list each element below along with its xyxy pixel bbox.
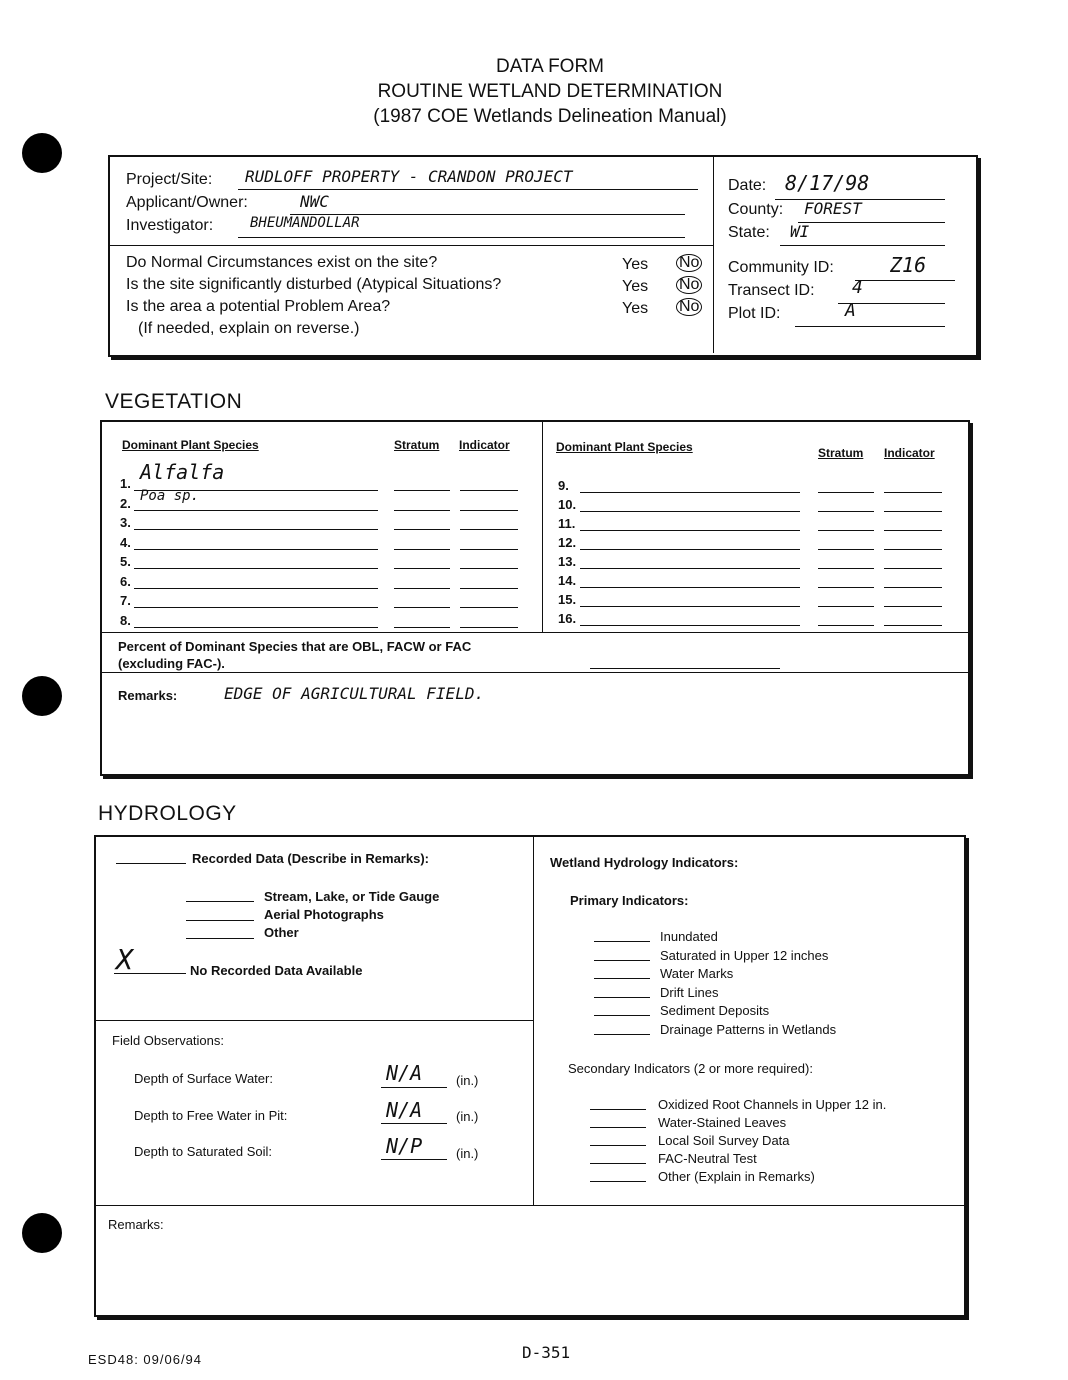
species-row-number: 1. (120, 476, 131, 491)
indicator-field[interactable] (460, 576, 518, 589)
form-title-line3: (1987 COE Wetlands Delineation Manual) (373, 106, 727, 127)
saturated-soil-label: Depth to Saturated Soil: (134, 1144, 273, 1159)
indicator-checkbox-blank[interactable] (590, 1151, 646, 1164)
right-indicator-header: Indicator (884, 446, 935, 460)
free-water-label: Depth to Free Water in Pit: (134, 1108, 288, 1123)
indicator-field[interactable] (884, 594, 942, 607)
indicator-label: Saturated in Upper 12 inches (660, 947, 829, 963)
species-row-number: 7. (120, 593, 131, 608)
plot-value[interactable]: A (845, 300, 856, 321)
species-name-field[interactable] (134, 556, 378, 569)
indicator-checkbox-blank[interactable] (594, 948, 650, 961)
indicator-label: Oxidized Root Channels in Upper 12 in. (658, 1097, 887, 1112)
stratum-field[interactable] (394, 595, 450, 608)
state-label: State: (728, 224, 770, 241)
site-divider-horizontal (110, 245, 713, 246)
species-row-number: 14. (558, 573, 577, 588)
left-indicator-header: Indicator (459, 438, 510, 452)
punch-hole-middle (22, 676, 62, 716)
indicator-checkbox-blank[interactable] (594, 1003, 650, 1016)
page-number: D-351 (522, 1343, 571, 1362)
indicator-label: Inundated (660, 929, 718, 944)
species-name-field[interactable] (580, 613, 800, 626)
plot-label: Plot ID: (728, 305, 781, 322)
stratum-field[interactable] (394, 498, 450, 511)
stratum-field[interactable] (818, 480, 874, 493)
stratum-field[interactable] (818, 575, 874, 588)
transect-value[interactable]: 4 (852, 277, 863, 298)
surface-water-label: Depth of Surface Water: (134, 1071, 273, 1086)
indicator-field[interactable] (460, 556, 518, 569)
species-row-number: 10. (558, 497, 577, 512)
q2-yes-option[interactable]: Yes (622, 278, 649, 295)
stratum-field[interactable] (818, 556, 874, 569)
right-stratum-header: Stratum (818, 446, 864, 460)
left-stratum-header: Stratum (394, 438, 440, 452)
indicator-field[interactable] (884, 518, 942, 531)
hydrology-heading: HYDROLOGY (98, 802, 237, 825)
indicator-field[interactable] (884, 575, 942, 588)
species-name-field[interactable] (134, 595, 378, 608)
q3-no-option-circled[interactable]: No (676, 298, 702, 316)
q3-yes-option[interactable]: Yes (622, 300, 649, 317)
species-name-field[interactable] (134, 615, 378, 628)
wetland-indicators-title: Wetland Hydrology Indicators: (550, 855, 739, 870)
stratum-field[interactable] (818, 537, 874, 550)
hydrology-divider-remarks (96, 1205, 964, 1206)
indicator-checkbox-blank[interactable] (590, 1169, 646, 1182)
state-value[interactable]: WI (790, 222, 810, 241)
q1-no-option-circled[interactable]: No (676, 254, 702, 272)
aerial-photographs-label: Aerial Photographs (264, 907, 384, 922)
indicator-label: FAC-Neutral Test (658, 1151, 757, 1166)
date-value[interactable]: 8/17/98 (785, 171, 870, 195)
indicator-checkbox-blank[interactable] (594, 966, 650, 979)
vegetation-box (100, 420, 970, 776)
vegetation-divider-1 (102, 632, 968, 633)
indicator-label: Sediment Deposits (660, 1003, 770, 1018)
stream-lake-tide-label: Stream, Lake, or Tide Gauge (264, 889, 440, 904)
question-problem-area: Is the area a potential Problem Area? (126, 298, 391, 315)
county-value[interactable]: FOREST (804, 199, 862, 218)
stratum-field[interactable] (818, 613, 874, 626)
indicator-label: Drift Lines (660, 984, 719, 1000)
indicator-field[interactable] (884, 537, 942, 550)
vegetation-heading: VEGETATION (105, 390, 243, 413)
project-value[interactable]: RUDLOFF PROPERTY - CRANDON PROJECT (245, 167, 573, 186)
indicator-label: Water-Stained Leaves (658, 1115, 787, 1130)
stratum-field[interactable] (394, 576, 450, 589)
indicator-label: Drainage Patterns in Wetlands (660, 1021, 837, 1037)
hydrology-box (94, 835, 966, 1317)
indicator-field[interactable] (884, 613, 942, 626)
primary-indicators-title: Primary Indicators: (570, 893, 689, 908)
indicator-checkbox-blank[interactable] (594, 929, 650, 942)
q1-yes-option[interactable]: Yes (622, 256, 649, 273)
stratum-field[interactable] (394, 556, 450, 569)
stratum-field[interactable] (818, 499, 874, 512)
hydrology-divider-left (96, 1020, 533, 1021)
indicator-checkbox-blank[interactable] (594, 1022, 650, 1035)
species-1-value[interactable]: Alfalfa (140, 460, 225, 484)
form-title-line1: DATA FORM (495, 56, 605, 77)
stratum-field[interactable] (818, 594, 874, 607)
indicator-checkbox-blank[interactable] (590, 1133, 646, 1146)
species-row-number: 11. (558, 516, 576, 531)
indicator-label: Water Marks (660, 966, 734, 981)
stream-blank[interactable] (186, 891, 254, 902)
species-row-number: 5. (120, 554, 131, 569)
question-normal-circumstances: Do Normal Circumstances exist on the site? (126, 254, 438, 271)
project-label: Project/Site: (126, 171, 213, 188)
species-name-field[interactable] (580, 594, 800, 607)
saturated-soil-unit: (in.) (456, 1146, 479, 1161)
indicator-field[interactable] (460, 478, 518, 491)
species-name-field[interactable] (134, 576, 378, 589)
other-blank[interactable] (186, 928, 254, 939)
community-value[interactable]: Z16 (890, 253, 927, 277)
site-info-box (108, 155, 978, 357)
stratum-field[interactable] (394, 517, 450, 530)
species-row-number: 9. (558, 478, 569, 493)
species-row-number: 4. (120, 534, 131, 550)
indicator-checkbox-blank[interactable] (590, 1115, 646, 1128)
indicator-label: Local Soil Survey Data (658, 1133, 790, 1148)
species-name-field[interactable] (580, 518, 800, 531)
other-label: Other (264, 925, 299, 940)
vegetation-divider-vertical (542, 422, 543, 632)
vegetation-remarks-value[interactable]: EDGE OF AGRICULTURAL FIELD. (224, 684, 485, 703)
stratum-field[interactable] (394, 537, 450, 550)
saturated-soil-value[interactable]: N/P (386, 1134, 423, 1158)
recorded-data-label: Recorded Data (Describe in Remarks): (192, 851, 429, 866)
indicator-field[interactable] (460, 615, 518, 628)
investigator-label: Investigator: (126, 217, 214, 234)
transect-label: Transect ID: (728, 282, 815, 299)
site-divider-vertical (713, 157, 714, 353)
indicator-checkbox-blank[interactable] (590, 1097, 646, 1110)
species-row-number: 2. (120, 495, 131, 511)
vegetation-divider-2 (102, 672, 968, 673)
surface-water-value[interactable]: N/A (386, 1061, 423, 1085)
applicant-value[interactable]: NWC (300, 192, 329, 211)
indicator-field[interactable] (460, 595, 518, 608)
species-name-field[interactable] (580, 480, 800, 493)
species-row-number: 12. (558, 535, 577, 550)
species-name-field[interactable] (580, 499, 800, 512)
recorded-data-blank[interactable] (116, 853, 186, 864)
free-water-value[interactable]: N/A (386, 1098, 423, 1122)
question-significantly-disturbed: Is the site significantly disturbed (Atypical Situations? (126, 276, 502, 293)
species-row-number: 3. (120, 515, 131, 530)
hydrology-remarks-label: Remarks: (108, 1217, 164, 1232)
county-label: County: (728, 201, 784, 218)
species-name-field[interactable] (580, 537, 800, 550)
question-explain-note: (If needed, explain on reverse.) (138, 320, 360, 337)
stratum-field[interactable] (818, 518, 874, 531)
indicator-field[interactable] (460, 498, 518, 511)
aerial-blank[interactable] (186, 910, 254, 921)
indicator-checkbox-blank[interactable] (594, 985, 650, 998)
surface-water-unit: (in.) (456, 1073, 479, 1088)
investigator-value[interactable]: BHEUMANDOLLAR (250, 215, 360, 231)
q2-no-option-circled[interactable]: No (676, 276, 702, 294)
no-recorded-x-mark[interactable]: X (116, 943, 133, 976)
date-label: Date: (728, 177, 767, 194)
percent-dominant-field[interactable] (590, 654, 780, 669)
species-row-number: 8. (120, 612, 131, 628)
indicator-field[interactable] (884, 556, 942, 569)
left-species-header: Dominant Plant Species (122, 438, 259, 452)
form-title-line2: ROUTINE WETLAND DETERMINATION (377, 81, 723, 102)
right-species-header: Dominant Plant Species (556, 440, 693, 454)
species-2-value[interactable]: Poa sp. (140, 488, 200, 504)
species-row-number: 16. (558, 611, 577, 626)
indicator-label: Other (Explain in Remarks) (658, 1169, 815, 1184)
community-label: Community ID: (728, 259, 834, 276)
secondary-indicators-title: Secondary Indicators (2 or more required): (568, 1061, 813, 1076)
species-row-number: 15. (558, 592, 577, 607)
indicator-field[interactable] (460, 517, 518, 530)
form-code: ESD48: 09/06/94 (88, 1352, 203, 1367)
species-row-number: 6. (120, 573, 131, 589)
applicant-label: Applicant/Owner: (126, 194, 248, 211)
punch-hole-bottom (22, 1213, 62, 1253)
species-name-field[interactable] (134, 537, 378, 550)
vegetation-remarks-label: Remarks: (118, 688, 178, 703)
species-name-field[interactable] (580, 556, 800, 569)
hydrology-divider-vertical (533, 837, 534, 1205)
percent-dominant-label-line1: Percent of Dominant Species that are OBL, FACW or FAC (118, 639, 472, 654)
species-row-number: 13. (558, 554, 577, 569)
stratum-field[interactable] (394, 478, 450, 491)
indicator-field[interactable] (884, 480, 942, 493)
no-recorded-data-label: No Recorded Data Available (190, 963, 363, 978)
species-name-field[interactable] (134, 517, 378, 530)
free-water-unit: (in.) (456, 1109, 479, 1124)
indicator-field[interactable] (460, 537, 518, 550)
field-observations-label: Field Observations: (112, 1033, 224, 1048)
percent-dominant-label-line2: (excluding FAC-). (118, 656, 225, 671)
indicator-field[interactable] (884, 499, 942, 512)
species-name-field[interactable] (580, 575, 800, 588)
punch-hole-top (22, 133, 62, 173)
stratum-field[interactable] (394, 615, 450, 628)
